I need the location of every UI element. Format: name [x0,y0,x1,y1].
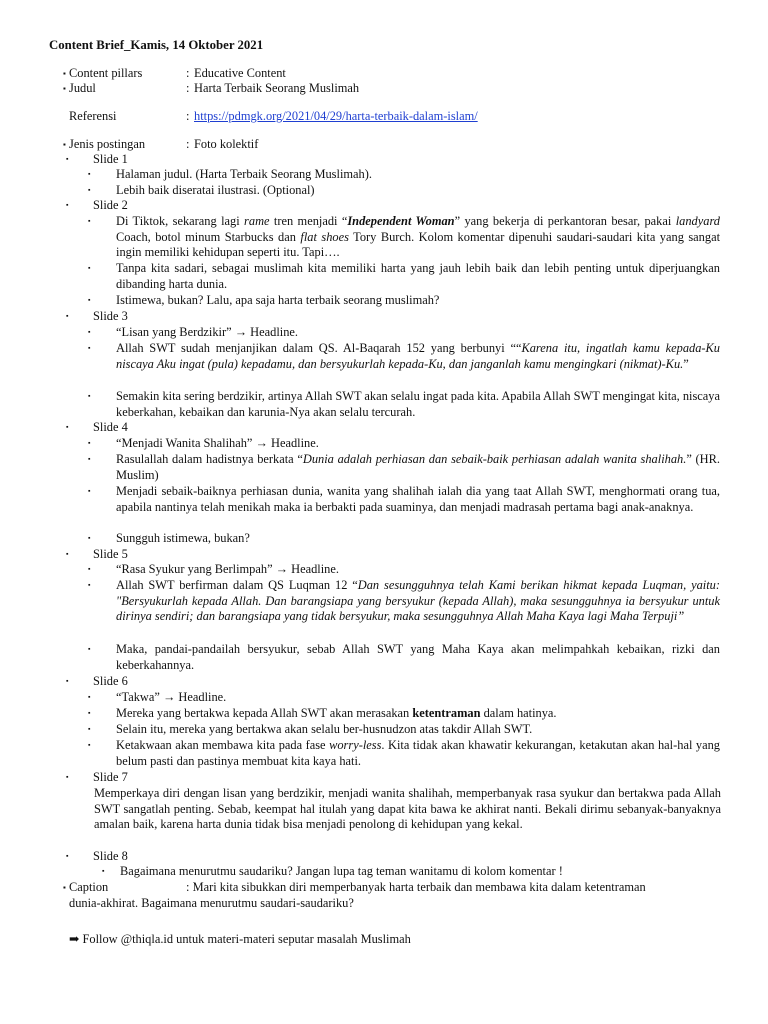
referensi-label: Referensi [69,109,117,123]
bullet-icon: ▪ [66,773,69,781]
document-page: Content Brief_Kamis, 14 Oktober 2021 ▪ Content pillars : Educative Content ▪ Judul : Harta Terbaik Seorang Muslimah Referensi : https://pdmgk.org/2021/04/29/harta-terbaik-dalam-islam/ ▪ Jenis postingan : Foto kolektif ▪ Slide 1 ▪ Halaman judul. (Harta Terbaik Seorang Muslimah). ▪ Lebih baik diseratai ilustrasi. (Optional) ▪ Slide 2 ▪ Di Tiktok, sekarang lagi rame tren menjadi “Independent Woman” yang bekerja di perkantoran besar, pakai landyard Coach, botol minum Starbucks dan flat shoes Tory Burch. Kolom komentar dipenuhi saudari-saudari kita yang sangat ingin memiliki kehidupan seperti itu. Tapi…. ▪ Tanpa kita sadari, sebagai muslimah kita memiliki harta yang jauh lebih baik dan lebih penting untuk diperjuangkan dibanding harta dunia. ▪ Istimewa, bukan? Lalu, apa saja harta terbaik seorang muslimah? ▪ Slide 3 ▪ “Lisan yang Berdzikir” → Headline. ▪ Allah SWT sudah menjanjikan dalam QS. Al-Baqarah 152 yang berbunyi ““Karena itu, ingatlah kamu kepada-Ku niscaya Aku ingat (pula) kepadamu, dan bersyukurlah kepada-Ku, dan janganlah kamu mengingkari (nikmat)-Ku.” ▪ Semakin kita sering berdzikir, artinya Allah SWT akan selalu ingat pada kita. Apabila Allah SWT mengingat kita, niscaya keberkahan, kebaikan dan karunia-Nya akan selalu tercurah. ▪ Slide 4 ▪ “Menjadi Wanita Shalihah” → Headline. ▪ Rasulallah dalam hadistnya berkata “Dunia adalah perhiasan dan sebaik-baik perhiasan adalah wanita shalihah.” (HR. Muslim) ▪ Menjadi sebaik-baiknya perhiasan dunia, wanita yang shalihah ialah dia yang taat Allah SWT, menghormati orang tua, apabila nantinya telah menikah maka ia berbakti pada suaminya, dan menjadi madrasah pertama bagi anak-anaknya. ▪ Sungguh istimewa, bukan? ▪ Slide 5 ▪ “Rasa Syukur yang Berlimpah” → Headline. ▪ Allah SWT berfirman dalam QS Luqman 12 “Dan sesungguhnya telah Kami berikan hikmat kepada Luqman, yaitu: "Bersyukurlah kepada Allah. Dan barangsiapa yang bersyukur (kepada Allah), maka sesungguhnya ia bersyukur untuk dirinya sendiri; dan barangsiapa yang tidak bersyukur, maka sesungguhnya Allah Maha Kaya lagi Maha Terpuji” ▪ Maka, pandai-pandailah bersyukur, sebab Allah SWT yang Maha Kaya akan melimpahkah kebaikan, rizki dan keberkahannya. ▪ Slide 6 ▪ “Takwa” → Headline. ▪ Mereka yang bertakwa kepada Allah SWT akan merasakan ketentraman dalam hatinya. ▪ Selain itu, mereka yang bertakwa akan selalu ber-husnudzon atas takdir Allah SWT. ▪ Ketakwaan akan membawa kita pada fase worry-less. Kita tidak akan khawatir kekurangan, ketakutan akan hal-hal yang belum pasti dan pastinya membuat kita kaya hati. ▪ Slide 7 Memperkaya diri dengan lisan yang berdzikir, menjadi wanita shalihah, memperbanyak rasa syukur dan bertakwa pada Allah SWT sangatlah penting. Sebab, keempat hal itulah yang dapat kita bawa ke akhirat nanti. Bekali dirimu sebanyak-banyaknya amalan baik, karena harta dunia tidak bisa menjadi penolong di kehidupan yang kekal. ▪ Slide 8 ▪ Bagaimana menurutmu saudariku? Jangan lupa tag teman wanitamu di kolom komentar ! ▪ Caption : Mari kita sibukkan diri memperbanyak harta terbaik dan membawa kita dalam ketentraman dunia-akhirat. Bagaimana menurutmu saudari-saudariku? ➡ Follow @thiqla.id untuk materi-materi seputar masalah Muslimah [0,0,768,1024]
bullet-icon: ▪ [88,645,91,653]
bullet-icon: ▪ [66,852,69,860]
bullet-icon: ▪ [66,201,69,209]
bullet-icon: ▪ [88,741,91,749]
bullet-icon: ▪ [63,140,66,149]
bullet-icon: ▪ [88,344,91,352]
caption-text-2: dunia-akhirat. Bagaimana menurutmu saudari-saudariku? [69,895,354,910]
content-pillars-label: Content pillars [69,66,143,80]
bullet-icon: ▪ [88,487,91,495]
bullet-icon: ▪ [88,328,91,336]
bullet-icon: ▪ [88,296,91,304]
bullet-icon: ▪ [88,581,91,589]
caption-text-1: Mari kita sibukkan diri memperbanyak harta terbaik dan membawa kita dalam ketentraman [192,880,646,894]
judul-value: Harta Terbaik Seorang Muslimah [194,81,360,95]
slide-7-paragraph: Memperkaya diri dengan lisan yang berdzikir, menjadi wanita shalihah, memperbanyak rasa syukur dan bertakwa pada Allah SWT sangatlah penting. Sebab, keempat hal itulah yang dapat kita bawa ke akhirat nanti. Bekali dirimu sebanyak-banyaknya amalan baik, karena harta dunia tidak bisa menjadi penolong di kehidupan yang kekal. [94,786,721,832]
bullet-icon: ▪ [66,155,69,163]
colon: : [186,66,190,80]
bullet-icon: ▪ [88,392,91,400]
bullet-icon: ▪ [88,693,91,701]
bullet-icon: ▪ [88,170,91,178]
bullet-icon: ▪ [88,186,91,194]
bullet-icon: ▪ [63,883,66,892]
bullet-icon: ▪ [102,867,105,875]
bullet-icon: ▪ [88,565,91,573]
bullet-icon: ▪ [63,69,66,78]
bullet-icon: ▪ [88,709,91,717]
bullet-icon: ▪ [88,217,91,225]
referensi-link[interactable]: https://pdmgk.org/2021/04/29/harta-terbaik-dalam-islam/ [194,109,478,123]
bullet-icon: ▪ [88,455,91,463]
colon: : [186,880,190,894]
bullet-icon: ▪ [66,423,69,431]
caption-label: Caption [69,880,109,894]
bullet-icon: ▪ [66,312,69,320]
follow-line: ➡ Follow @thiqla.id untuk materi-materi seputar masalah Muslimah [69,932,411,946]
document-title: Content Brief_Kamis, 14 Oktober 2021 [49,38,264,52]
content-pillars-value: Educative Content [194,66,286,80]
jenis-postingan-label: Jenis postingan [69,137,146,151]
bullet-icon: ▪ [66,677,69,685]
judul-label: Judul [69,81,96,95]
jenis-postingan-value: Foto kolektif [194,137,259,151]
colon: : [186,109,190,123]
bullet-icon: ▪ [63,84,66,93]
bullet-icon: ▪ [66,550,69,558]
bullet-icon: ▪ [88,439,91,447]
bullet-icon: ▪ [88,534,91,542]
colon: : [186,137,190,151]
bullet-icon: ▪ [88,264,91,272]
bullet-icon: ▪ [88,725,91,733]
colon: : [186,81,190,95]
